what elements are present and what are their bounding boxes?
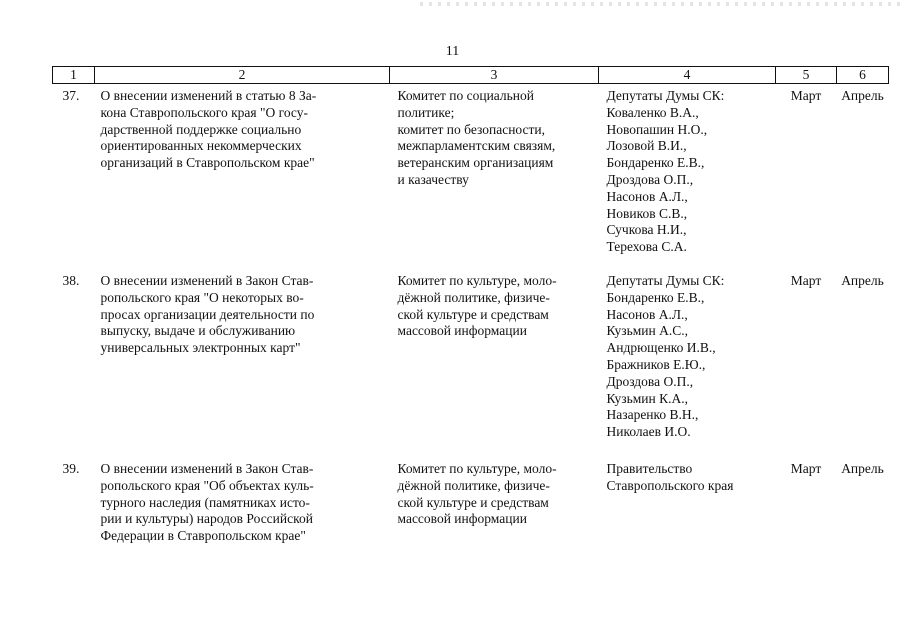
text-line: Ставропольского края (606, 477, 734, 493)
text-line: О внесении изменений в Закон Став- (100, 273, 314, 288)
text-line: Сучкова Н.И., (606, 222, 687, 238)
text-line: ской культуре и средствам (397, 306, 549, 322)
initiators (599, 84, 776, 274)
column-number-1: 1 (53, 67, 95, 84)
text-line: кона Ставропольского края "О госу- (100, 104, 308, 120)
legislation-table (52, 66, 889, 561)
text-line: Насонов А.Л., (606, 306, 688, 322)
text-line: Комитет по культуре, моло- (397, 273, 557, 288)
text-line: турного наследия (памятниках исто- (100, 494, 310, 510)
text-line: политике; (397, 104, 455, 120)
text-line: Бондаренко Е.В., (606, 155, 705, 171)
column-6-value: Апрель (841, 273, 884, 288)
initiators (599, 461, 776, 561)
text-line: рии и культуры) народов Российской (100, 511, 313, 527)
bill-title (95, 273, 390, 461)
text-line: массовой информации (397, 323, 527, 339)
text-line: Кузьмин К.А., (606, 390, 688, 406)
text-line: ропольского края "Об объектах куль- (100, 477, 314, 493)
text-line: О внесении изменений в статью 8 За- (100, 88, 317, 103)
row-number: 37. (62, 88, 80, 103)
row-number: 39. (62, 461, 80, 476)
text-line: Комитет по культуре, моло- (397, 461, 557, 476)
text-line: и казачеству (397, 171, 469, 187)
text-line: дарственной поддержке социально (100, 121, 302, 137)
text-line: О внесении изменений в Закон Став- (100, 461, 314, 476)
scan-artifact (420, 2, 900, 6)
column-5-value: Март (790, 88, 822, 103)
text-line: Комитет по социальной (397, 88, 535, 103)
row-number: 38. (62, 273, 80, 288)
bill-title (95, 461, 390, 561)
text-line: организаций в Ставропольском крае" (100, 155, 315, 171)
text-line: Депутаты Думы СК: (606, 88, 725, 103)
text-line: Андрющенко И.В., (606, 340, 716, 356)
text-line: Николаев И.О. (606, 424, 691, 440)
text-line: массовой информации (397, 511, 527, 527)
column-number-row (53, 67, 889, 84)
text-line: Кузьмин А.С., (606, 323, 688, 339)
text-line: Назаренко В.Н., (606, 407, 699, 423)
text-line: Новопашин Н.О., (606, 121, 708, 137)
column-5-value: Март (790, 273, 822, 288)
page-number: 11 (445, 44, 460, 59)
text-line: Новиков С.В., (606, 205, 688, 221)
responsible-committee (390, 273, 599, 461)
text-line: выпуску, выдаче и обслуживанию (100, 323, 296, 339)
column-number-5: 5 (776, 67, 837, 84)
text-line: ориентированных некоммерческих (100, 138, 302, 154)
text-line: Насонов А.Л., (606, 188, 688, 204)
text-line: Коваленко В.А., (606, 104, 699, 120)
column-number-2: 2 (95, 67, 390, 84)
responsible-committee (390, 461, 599, 561)
column-5-value: Март (790, 461, 822, 476)
initiators (599, 273, 776, 461)
text-line: Лозовой В.И., (606, 138, 687, 154)
text-line: Депутаты Думы СК: (606, 273, 725, 288)
text-line: ской культуре и средствам (397, 494, 549, 510)
text-line: Терехова С.А. (606, 239, 687, 255)
text-line: ветеранским организациям (397, 155, 554, 171)
column-6-value: Апрель (841, 88, 884, 103)
column-number-3: 3 (390, 67, 599, 84)
column-number-6: 6 (837, 67, 889, 84)
text-line: дёжной политике, физиче- (397, 477, 550, 493)
bill-title (95, 84, 390, 274)
table-row (53, 461, 889, 561)
text-line: Правительство (606, 461, 693, 476)
text-line: ропольского края "О некоторых во- (100, 289, 304, 305)
text-line: Дроздова О.П., (606, 373, 694, 389)
text-line: просах организации деятельности по (100, 306, 315, 322)
text-line: межпарламентским связям, (397, 138, 556, 154)
text-line: Бондаренко Е.В., (606, 289, 705, 305)
column-number-4: 4 (599, 67, 776, 84)
text-line: универсальных электронных карт" (100, 340, 301, 356)
column-6-value: Апрель (841, 461, 884, 476)
text-line: Дроздова О.П., (606, 171, 694, 187)
text-line: дёжной политике, физиче- (397, 289, 550, 305)
text-line: Федерации в Ставропольском крае" (100, 528, 306, 544)
text-line: комитет по безопасности, (397, 121, 546, 137)
text-line: Бражников Е.Ю., (606, 356, 706, 372)
table-row (53, 84, 889, 274)
table-row (53, 273, 889, 461)
responsible-committee (390, 84, 599, 274)
